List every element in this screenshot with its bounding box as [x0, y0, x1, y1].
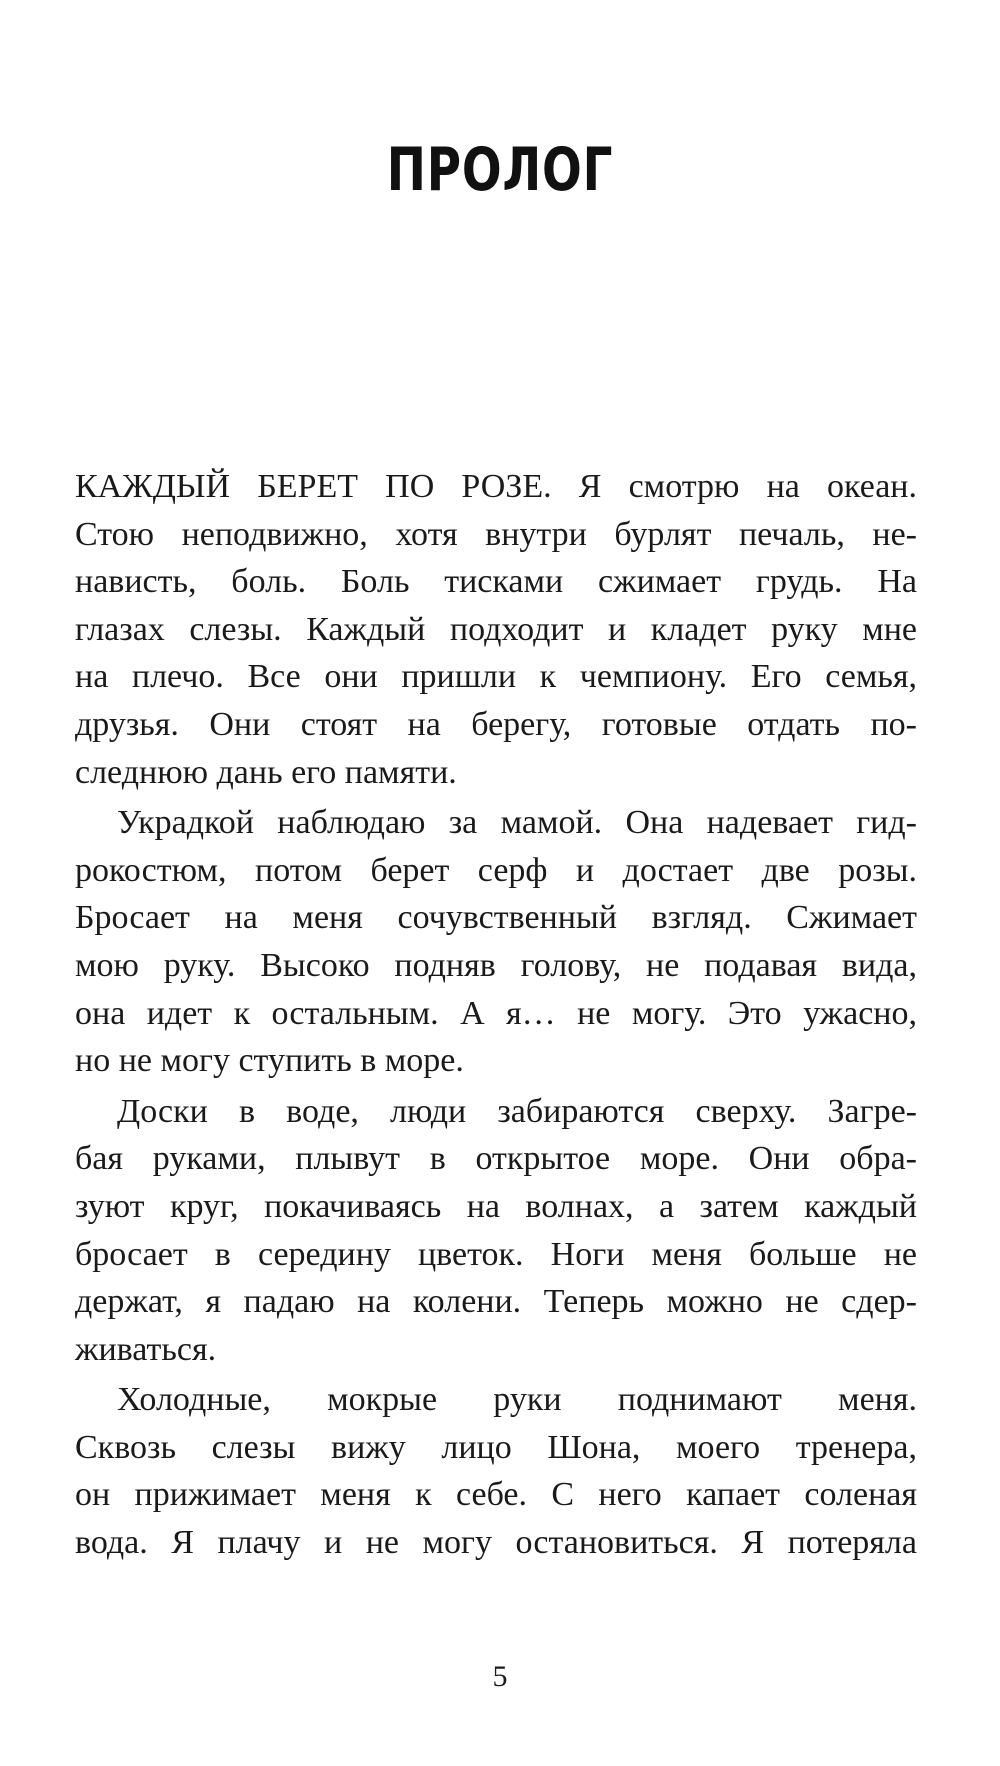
text-line: Сквозь слезы вижу лицо Шона, моего тренера, [75, 1428, 917, 1466]
text-line: бросает в середину цветок. Ноги меня больше не [75, 1235, 917, 1273]
page-number: 5 [492, 1660, 508, 1693]
text-line: друзья. Они стоят на берегу, готовые отдать по- [75, 705, 917, 743]
text-line: вода. Я плачу и не могу остановиться. Я потеряла [75, 1524, 917, 1562]
text-line: мою руку. Высоко подняв голову, не подавая вида, [75, 946, 917, 984]
text-line: на плечо. Все они пришли к чемпиону. Его семья, [75, 658, 917, 696]
paragraph-3 [75, 1088, 917, 1374]
text-line: он прижимает меня к себе. С него капает соленая [75, 1476, 917, 1514]
text-line: Стою неподвижно, хотя внутри бурлят печаль, не- [75, 515, 917, 553]
text-line: Украдкой наблюдаю за мамой. Она надевает гид- [117, 804, 917, 842]
text-line: глазах слезы. Каждый подходит и кладет руку мне [75, 610, 917, 648]
chapter-title: ПРОЛОГ [386, 135, 614, 205]
text-line: бая руками, плывут в открытое море. Они обра- [75, 1140, 917, 1178]
text-line: живаться. [75, 1330, 217, 1368]
text-line: КАЖДЫЙ БЕРЕТ ПО РОЗЕ. Я смотрю на океан. [75, 468, 917, 505]
text-line: зуют круг, покачиваясь на волнах, а затем каждый [75, 1187, 917, 1225]
paragraph-1 [75, 463, 917, 796]
text-line: Холодные, мокрые руки поднимают меня. [117, 1381, 917, 1419]
text-line: Бросает на меня сочувственный взгляд. Сжимает [75, 899, 917, 937]
text-line: но не могу ступить в море. [75, 1042, 464, 1080]
text-line: она идет к остальным. А я… не могу. Это ужасно, [75, 994, 917, 1032]
text-line: держат, я падаю на колени. Теперь можно не сдер- [75, 1283, 917, 1321]
body-text [75, 463, 917, 1567]
text-line: нависть, боль. Боль тисками сжимает грудь. На [75, 563, 917, 601]
paragraph-2 [75, 799, 917, 1085]
text-line: Доски в воде, люди забираются сверху. Загре- [117, 1092, 917, 1130]
text-line: следнюю дань его памяти. [75, 753, 457, 791]
text-line: рокостюм, потом берет серф и достает две розы. [75, 851, 917, 889]
paragraph-4 [75, 1376, 917, 1566]
